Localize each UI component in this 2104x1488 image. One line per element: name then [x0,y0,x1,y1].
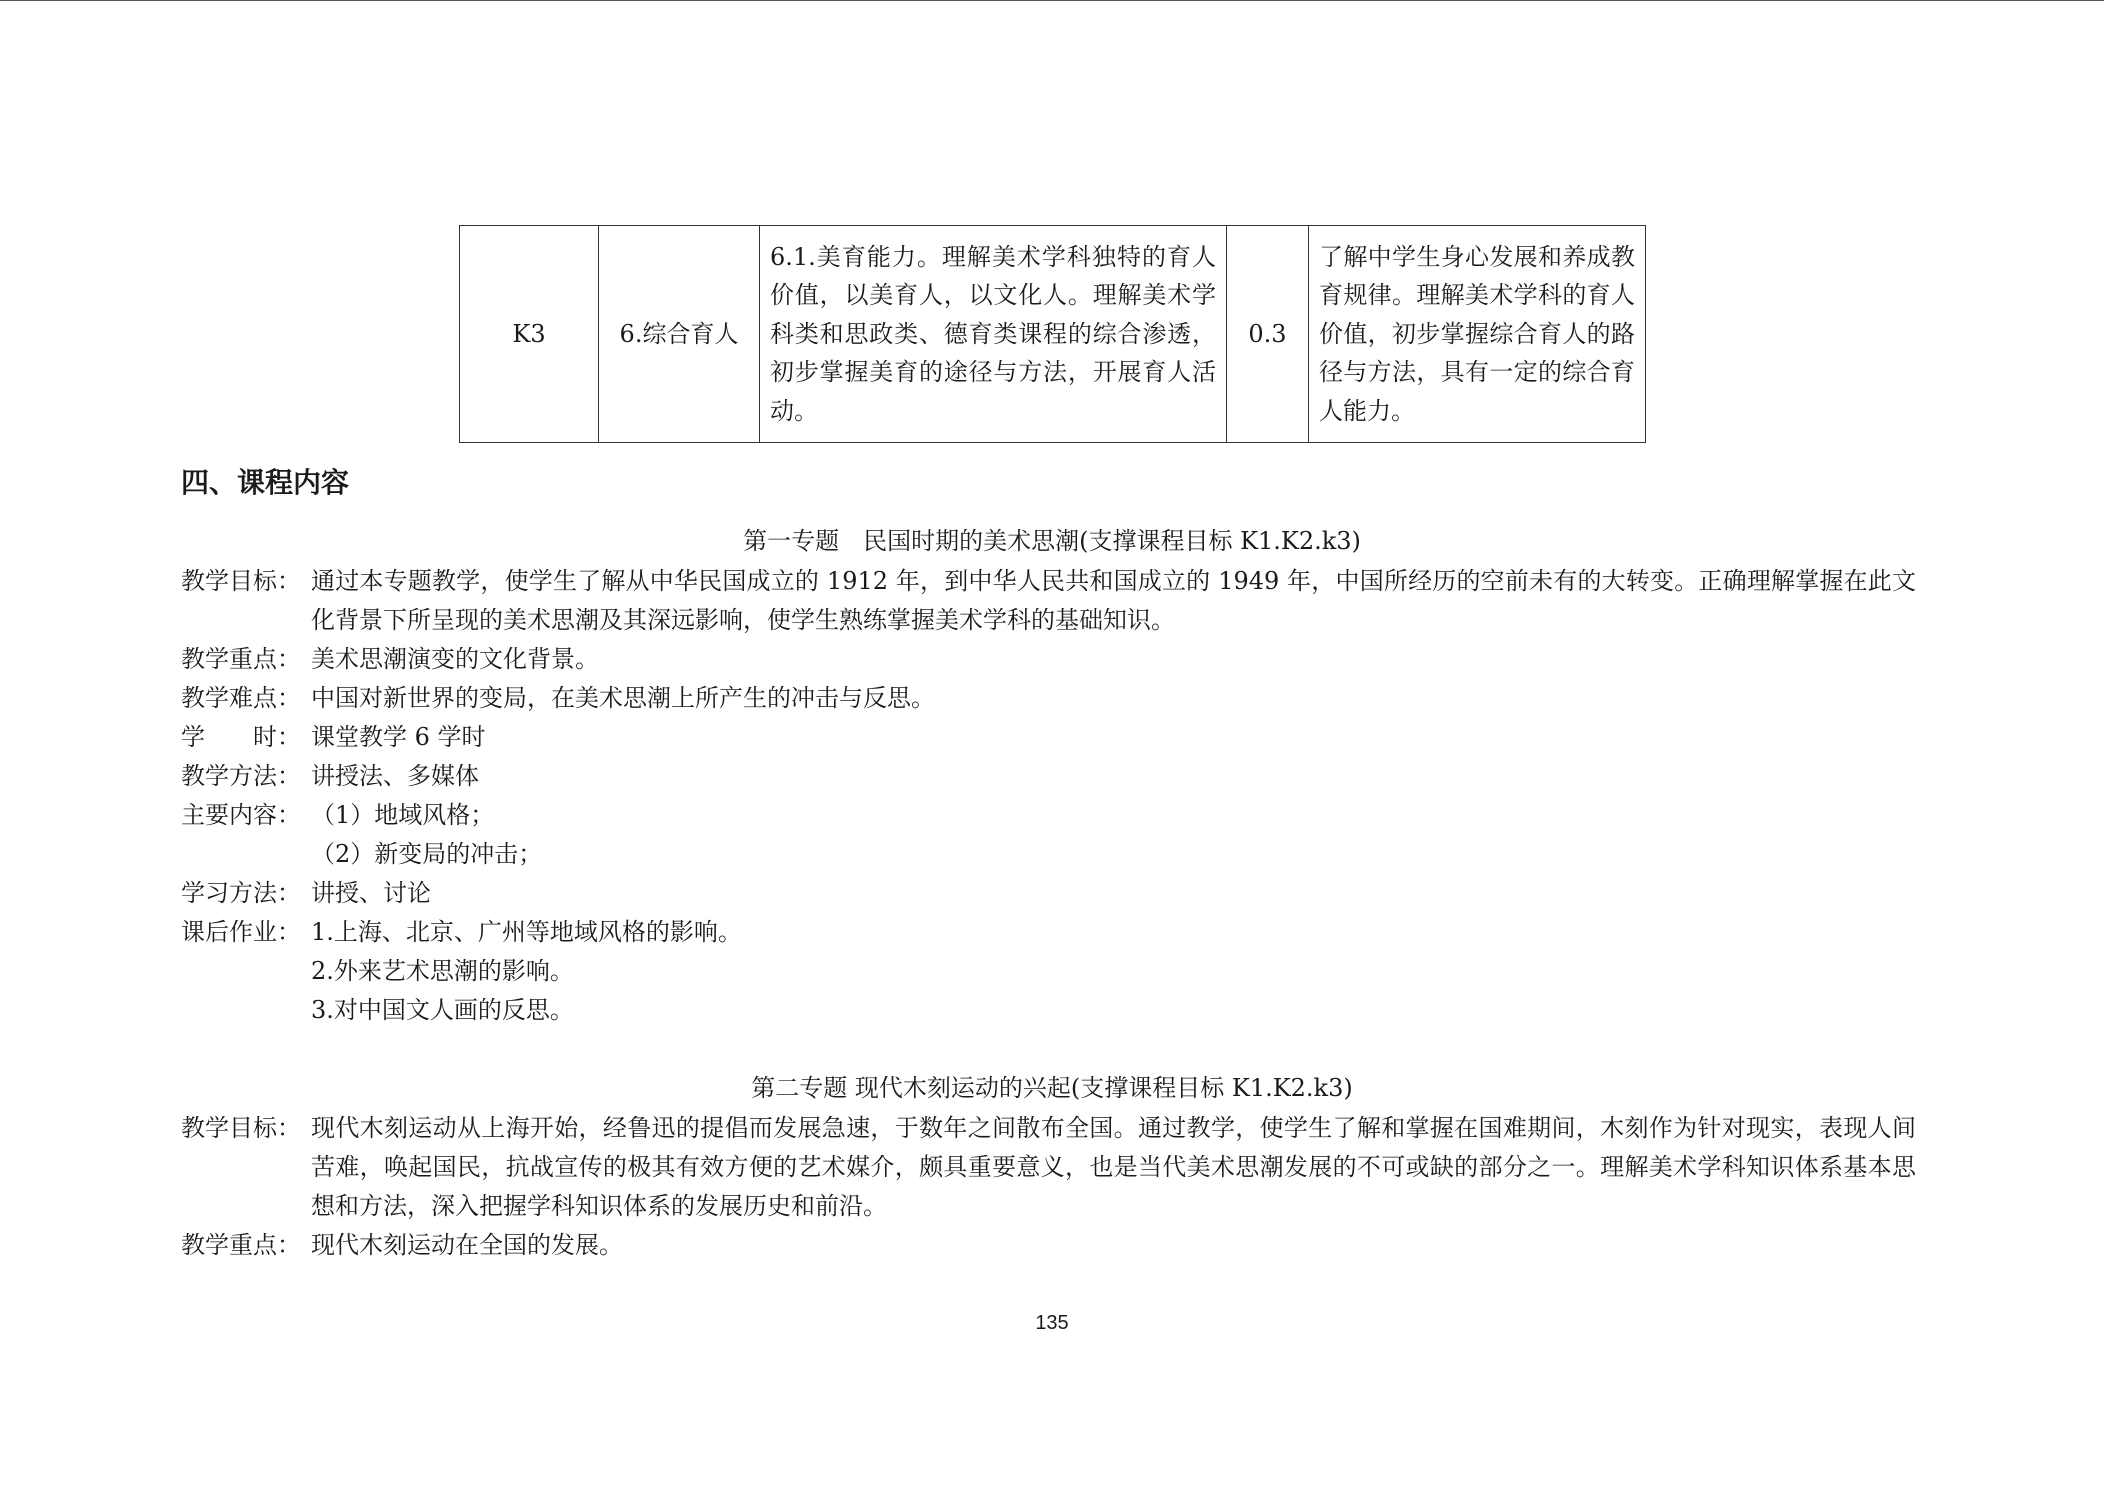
course-goal-table [459,225,1646,443]
homework-item: 1.上海、北京、广州等地域风格的影响。 [311,918,742,946]
graduation-requirement-cell: 6.综合育人 [599,226,760,443]
difficulty-label: 教学难点： [181,684,301,712]
difficulty-text: 中国对新世界的变局，在美术思潮上所产生的冲击与反思。 [311,684,935,712]
page-top-border [0,0,2104,1]
topic-1-goal [181,562,1916,640]
topic-1-title: 第一专题 民国时期的美术思潮(支撑课程目标 K1.K2.k3) [743,527,1361,555]
homework-item: 3.对中国文人画的反思。 [311,996,574,1024]
content-label: 主要内容： [181,801,301,829]
key-point-text: 现代木刻运动在全国的发展。 [311,1231,623,1259]
topic-1-homework [181,913,1916,952]
topic-2-goal [181,1109,1916,1226]
topic-2-key-point [181,1226,1916,1265]
content-item: （2）新变局的冲击； [311,840,543,868]
study-method-label: 学习方法： [181,879,301,907]
goal-code-cell: K3 [460,226,599,443]
weight-cell: 0.3 [1227,226,1309,443]
goal-text: 现代木刻运动从上海开始，经鲁迅的提倡而发展急速，于数年之间散布全国。通过教学，使学生了解和掌握在国难期间，木刻作为针对现实，表现人间苦难，唤起国民，抗战宣传的极其有效方便的艺术媒介，颇具重要意义，也是当代美术思潮发展的不可或缺的部分之一。理解美术学科知识体系基本思想和方法，深入把握学科知识体系的发展历史和前沿。 [311,1114,1916,1220]
topic-1-hours [181,718,1916,757]
key-point-text: 美术思潮演变的文化背景。 [311,645,599,673]
indicator-cell: 6.1.美育能力。理解美术学科独特的育人价值，以美育人，以文化人。理解美术学科类和思政类、德育类课程的综合渗透，初步掌握美育的途径与方法，开展育人活动。 [760,226,1227,443]
goal-label: 教学目标： [181,567,301,595]
section-heading: 四、课程内容 [181,466,350,499]
method-label: 教学方法： [181,762,301,790]
homework-item: 2.外来艺术思潮的影响。 [311,957,574,985]
content-item: （1）地域风格； [311,801,495,829]
goal-text: 通过本专题教学，使学生了解从中华民国成立的 1912 年，到中华人民共和国成立的 1949 年，中国所经历的空前未有的大转变。正确理解掌握在此文化背景下所呈现的美术思潮及其深远影响，使学生熟练掌握美术学科的基础知识。 [311,567,1916,634]
topic-1-content [181,796,1916,835]
topic-2-title: 第二专题 现代木刻运动的兴起(支撑课程目标 K1.K2.k3) [751,1074,1353,1102]
topic-1-difficulty [181,679,1916,718]
topic-1-method [181,757,1916,796]
homework-label: 课后作业： [181,918,301,946]
key-point-label: 教学重点： [181,1231,301,1259]
study-method-text: 讲授、讨论 [311,879,431,907]
goal-label: 教学目标： [181,1114,301,1142]
topic-1-study-method [181,874,1916,913]
table-row [460,226,1646,443]
key-point-label: 教学重点： [181,645,301,673]
course-objective-cell: 了解中学生身心发展和养成教育规律。理解美术学科的育人价值，初步掌握综合育人的路径与方法，具有一定的综合育人能力。 [1309,226,1646,443]
page-number: 135 [1035,1312,1069,1334]
hours-label: 学 时： [181,723,301,751]
hours-text: 课堂教学 6 学时 [311,723,486,751]
topic-1-key-point [181,640,1916,679]
method-text: 讲授法、多媒体 [311,762,479,790]
